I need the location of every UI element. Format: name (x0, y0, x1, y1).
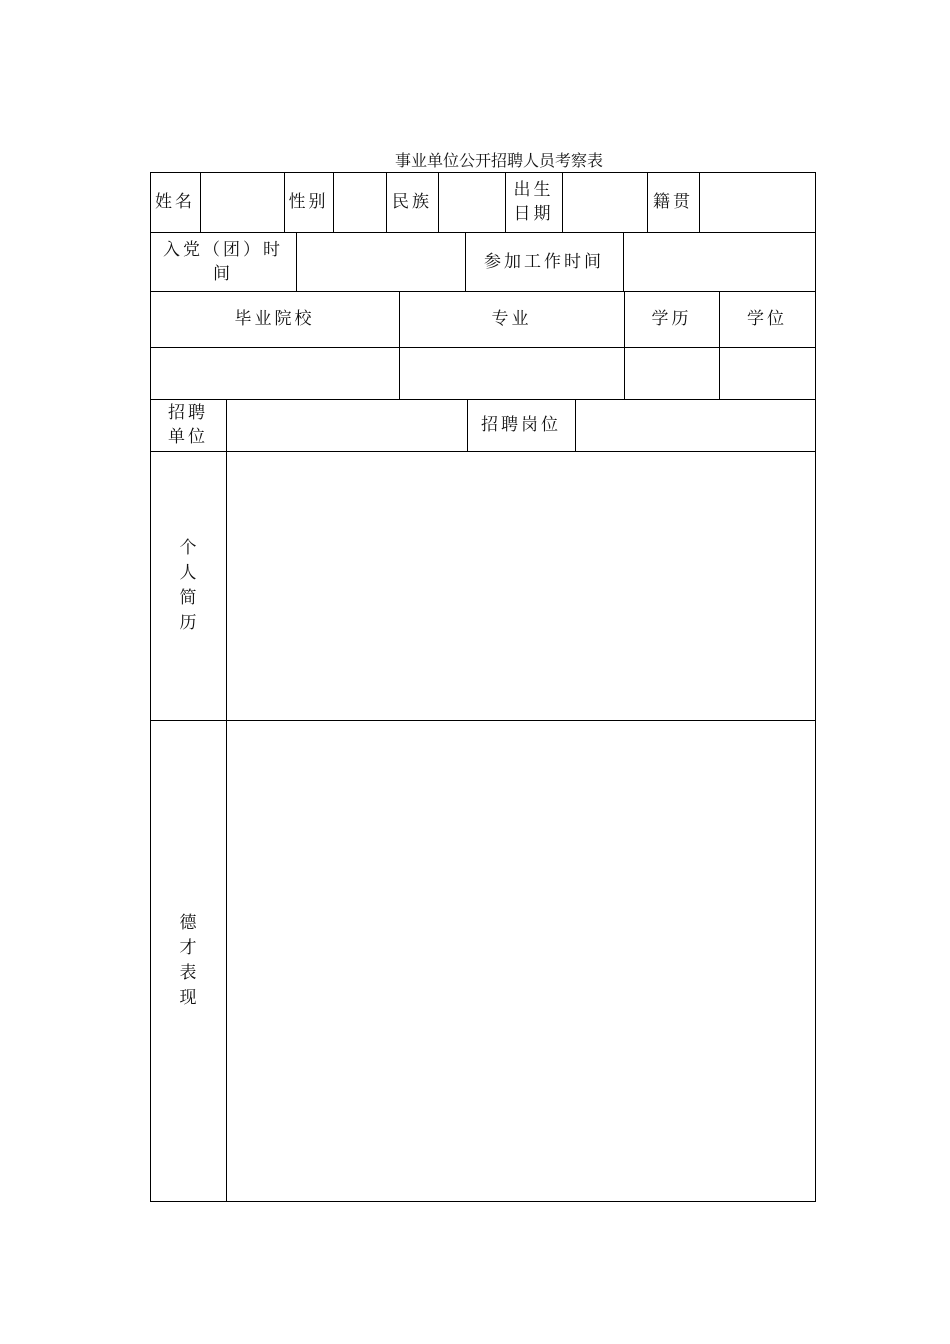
ethnicity-field[interactable] (438, 172, 505, 232)
name-label: 姓名 (155, 192, 195, 212)
border-right (815, 172, 816, 1202)
native-place-field[interactable] (699, 172, 815, 232)
performance-char: 表 (179, 962, 197, 983)
form-title: 事业单位公开招聘人员考察表 (394, 151, 603, 170)
recruit-post-label: 招聘岗位 (481, 415, 561, 435)
education-label: 学历 (651, 309, 692, 329)
work-start-date-label: 参加工作时间 (484, 251, 604, 272)
birth-date-label (505, 172, 562, 232)
performance-char: 德 (179, 912, 197, 933)
party-join-date-label (150, 232, 296, 291)
major-field[interactable] (399, 347, 624, 399)
birth-date-label-line2: 日期 (513, 204, 554, 224)
gender-label: 性别 (288, 192, 329, 212)
work-start-date-field[interactable] (623, 232, 815, 291)
native-place-label: 籍贯 (653, 192, 693, 212)
recruit-unit-label-line2: 单位 (168, 427, 208, 447)
performance-field[interactable] (226, 720, 815, 1201)
performance-char: 才 (179, 937, 197, 958)
degree-field[interactable] (719, 347, 815, 399)
resume-char: 个 (179, 537, 197, 558)
birth-date-field[interactable] (562, 172, 647, 232)
resume-field[interactable] (226, 451, 815, 720)
recruit-unit-field[interactable] (226, 399, 467, 451)
resume-char: 人 (179, 562, 197, 583)
performance-label (150, 720, 226, 1201)
party-join-label-line2: 间 (213, 263, 233, 284)
major-label: 专业 (491, 309, 532, 329)
education-field[interactable] (624, 347, 719, 399)
name-field[interactable] (200, 172, 284, 232)
border-bottom (150, 1201, 816, 1202)
resume-char: 历 (179, 612, 197, 633)
school-label: 毕业院校 (234, 309, 315, 329)
resume-char: 简 (179, 587, 197, 608)
birth-date-label-line1: 出生 (513, 180, 554, 200)
gender-field[interactable] (333, 172, 386, 232)
recruit-post-field[interactable] (575, 399, 815, 451)
party-join-label-line1: 入党（团）时 (163, 239, 283, 260)
ethnicity-label: 民族 (392, 192, 432, 212)
performance-char: 现 (179, 987, 197, 1008)
school-field[interactable] (150, 347, 399, 399)
resume-label (150, 451, 226, 720)
recruit-unit-label-line1: 招聘 (168, 403, 208, 423)
degree-label: 学位 (747, 309, 787, 329)
recruit-unit-label (150, 399, 226, 451)
party-join-date-field[interactable] (296, 232, 465, 291)
